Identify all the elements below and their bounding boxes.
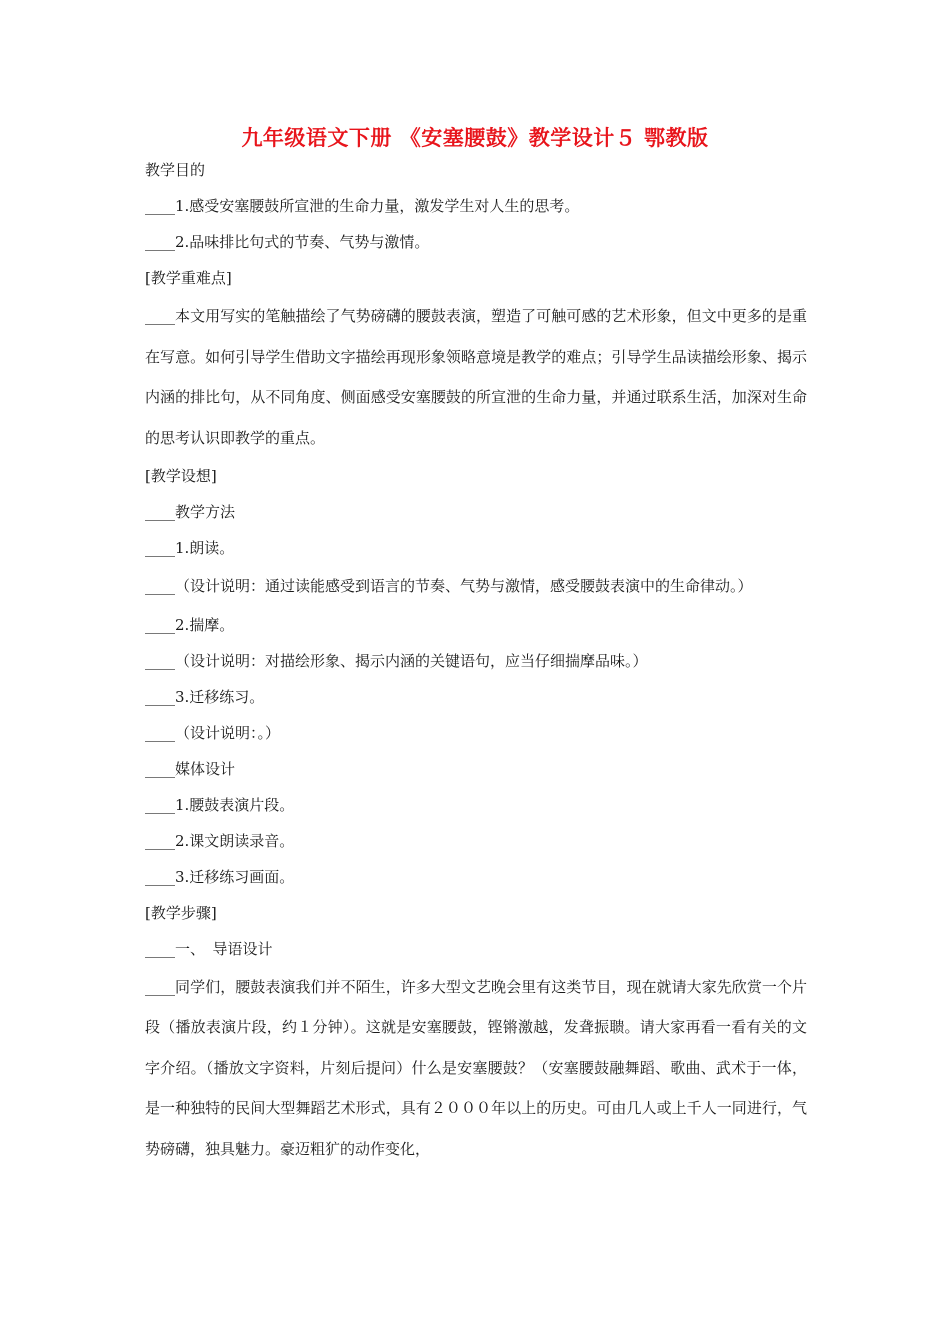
objective-item-1: ____1.感受安塞腰鼓所宣泄的生命力量，激发学生对人生的思考。 — [145, 197, 580, 215]
method-item-3: ____3.迁移练习。 — [145, 687, 265, 706]
section-heading-difficulty: [教学重难点] — [145, 269, 232, 287]
objective-item-2: ____2.品味排比句式的节奏、气势与激情。 — [145, 233, 430, 251]
section-heading-objectives: 教学目的 — [145, 161, 206, 179]
section-heading-plan: [教学设想] — [145, 467, 217, 485]
media-item-2: ____2.课文朗读录音。 — [145, 831, 295, 850]
method-item-2: ____2.揣摩。 — [145, 615, 235, 634]
step-heading-1: ____一、 导语设计 — [145, 939, 273, 958]
subheading-media: ____媒体设计 — [145, 759, 236, 778]
method-note-2: ____（设计说明：对描绘形象、揭示内涵的关键语句，应当仔细揣摩品味。） — [145, 651, 648, 670]
media-item-1: ____1.腰鼓表演片段。 — [145, 795, 295, 814]
paragraph-intro: ____同学们，腰鼓表演我们并不陌生，许多大型文艺晚会里有这类节目，现在就请大家先欣赏一个片段（播放表演片段，约１分钟）。这就是安塞腰鼓，铿锵激越，发聋振聩。请大家再看一看有关的文字介绍。（播放文字资料，片刻后提问）什么是安塞腰鼓？（安塞腰鼓融舞蹈、歌曲、武术于一体，是一种独特的民间大型舞蹈艺术形式，具有２０００年以上的历史。可由几人或上千人一同进行，气势磅礴，独具魅力。豪迈粗犷的动作变化， — [145, 977, 807, 1158]
paragraph-reading-note: ____（设计说明：通过读能感受到语言的节奏、气势与激情，感受腰鼓表演中的生命律动。） — [145, 577, 753, 595]
document-title: 九年级语文下册 《安塞腰鼓》教学设计５ 鄂教版 — [241, 125, 709, 150]
paragraph-difficulty: ____本文用写实的笔触描绘了气势磅礴的腰鼓表演，塑造了可触可感的艺术形象，但文中更多的是重在写意。如何引导学生借助文字描绘再现形象领略意境是教学的难点；引导学生品读描绘形象、揭示内涵的排比句，从不同角度、侧面感受安塞腰鼓的所宣泄的生命力量，并通过联系生活，加深对生命的思考认识即教学的重点。 — [145, 307, 807, 447]
section-heading-steps: [教学步骤] — [145, 903, 217, 922]
method-note-3: ____（设计说明：。） — [145, 723, 281, 742]
subheading-methods: ____教学方法 — [145, 503, 236, 521]
media-item-3: ____3.迁移练习画面。 — [145, 867, 295, 886]
method-item-1: ____1.朗读。 — [145, 539, 235, 557]
document-body — [145, 152, 807, 1169]
